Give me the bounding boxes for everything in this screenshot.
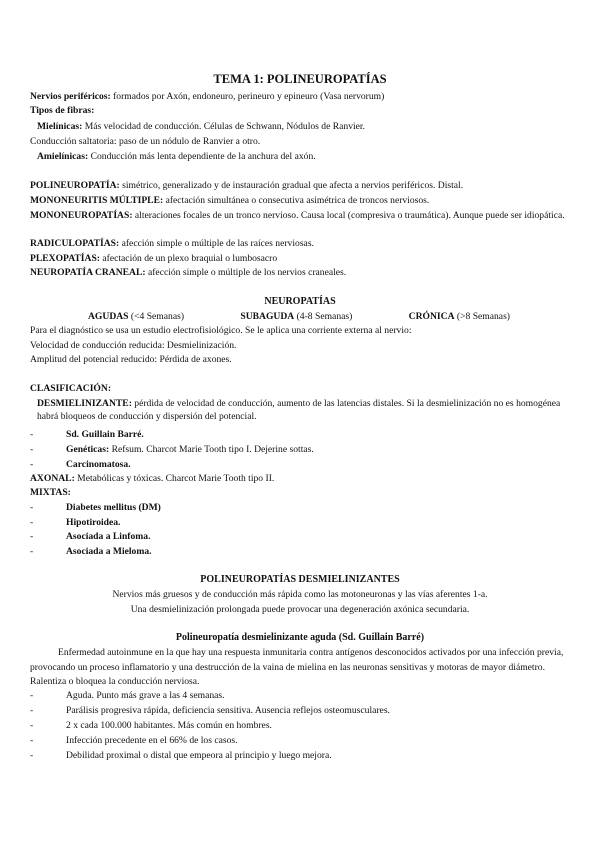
- agudas-text: (<4 Semanas): [128, 311, 185, 322]
- def-text: afectación de un plexo braquial o lumbosacro: [100, 253, 278, 264]
- dash: -: [30, 517, 34, 528]
- desmiel-label: DESMIELINIZANTE:: [37, 398, 132, 409]
- def-radiculopatias: [30, 237, 570, 250]
- def-term: MONONEUROPATÍAS:: [30, 210, 133, 221]
- geneticas-label: Genéticas:: [66, 444, 110, 455]
- amplitud-line: Amplitud del potencial reducido: Pérdida de axones.: [30, 354, 232, 365]
- def-term: POLINEUROPATÍA:: [30, 180, 120, 191]
- diagnostico-line: Para el diagnóstico se usa un estudio electrofisiológico. Se le aplica una corriente externa al nervio:: [30, 325, 412, 336]
- carcinomatosa-text: Carcinomatosa.: [66, 459, 131, 470]
- neuropatias-types-row: [30, 310, 570, 323]
- dash: -: [30, 690, 34, 701]
- clasificacion-heading: CLASIFICACIÓN:: [30, 383, 112, 394]
- def-term: PLEXOPATÍAS:: [30, 253, 101, 264]
- def-text: afección simple o múltiple de las raíces nerviosas.: [119, 238, 314, 249]
- geneticas-text: Refsum. Charcot Marie Tooth tipo I. Dejerine sottas.: [109, 444, 314, 455]
- mixtas-item: Diabetes mellitus (DM): [66, 502, 161, 513]
- subaguda-text: (4-8 Semanas): [294, 311, 353, 322]
- nervios-line: [30, 90, 570, 103]
- desmielinizantes-line-1: Nervios más gruesos y de conducción más rápida como las motoneuronas y las vías aferentes 1-a.: [112, 589, 488, 600]
- agudas-label: AGUDAS: [88, 311, 129, 322]
- subaguda-label: SUBAGUDA: [240, 311, 295, 322]
- desmielinizantes-heading: POLINEUROPATÍAS DESMIELINIZANTES: [200, 574, 400, 585]
- cronica-text: (>8 Semanas): [454, 311, 510, 322]
- mielinicas-line: [30, 120, 570, 133]
- velocidad-line: Velocidad de conducción reducida: Desmielinización.: [30, 340, 237, 351]
- list-item: [30, 443, 570, 456]
- mielinicas-text: Más velocidad de conducción. Células de Schwann, Nódulos de Ranvier.: [82, 121, 365, 132]
- mixtas-item: Asociada a Mieloma.: [66, 546, 152, 557]
- desmielinizantes-line-2: Una desmielinización prolongada puede provocar una degeneración axónica secundaria.: [130, 604, 470, 615]
- guillain-text: Sd. Guillain Barré.: [66, 429, 144, 440]
- axonal-text: Metabólicas y tóxicas. Charcot Marie Tooth tipo II.: [74, 473, 275, 484]
- def-neuropatia-craneal: [30, 266, 570, 279]
- dash: -: [30, 720, 34, 731]
- aguda-heading: Polineuropatía desmielinizante aguda (Sd. Guillain Barré): [175, 632, 425, 643]
- dash: -: [30, 429, 34, 440]
- list-item: [30, 689, 570, 702]
- list-item: [30, 749, 570, 762]
- aguda-item: 2 x cada 100.000 habitantes. Más común en hombres.: [66, 720, 272, 731]
- agudas-col: [88, 310, 184, 323]
- mixtas-heading: MIXTAS:: [30, 487, 71, 498]
- page-title: TEMA 1: POLINEUROPATÍAS: [213, 72, 387, 86]
- cronica-col: [409, 310, 510, 323]
- list-item: [30, 734, 570, 747]
- list-item: [30, 545, 570, 558]
- def-term: NEUROPATÍA CRANEAL:: [30, 267, 146, 278]
- aguda-item: Infección precedente en el 66% de los casos.: [66, 735, 238, 746]
- dash: -: [30, 459, 34, 470]
- list-item: [30, 719, 570, 732]
- dash: -: [30, 531, 34, 542]
- def-plexopatias: [30, 252, 570, 265]
- cronica-label: CRÓNICA: [408, 311, 455, 322]
- nervios-text: formados por Axón, endoneuro, perineuro y epineuro (Vasa nervorum): [110, 91, 385, 102]
- nervios-label: Nervios periféricos:: [30, 91, 111, 102]
- axonal-label: AXONAL:: [30, 473, 75, 484]
- dash: -: [30, 502, 34, 513]
- list-item: [30, 501, 570, 514]
- def-text: simétrico, generalizado y de instauración gradual que afecta a nervios periféricos. Distal.: [119, 180, 464, 191]
- dash: -: [30, 735, 34, 746]
- def-text: afección simple o múltiple de los nervios craneales.: [145, 267, 347, 278]
- aguda-item: Parálisis progresiva rápida, deficiencia sensitiva. Ausencia reflejos osteomusculares.: [66, 705, 390, 716]
- mixtas-item: Hipotiroidea.: [66, 517, 121, 528]
- list-item: [30, 530, 570, 543]
- def-polineuropatia: [30, 179, 570, 192]
- aguda-paragraph: Enfermedad autoinmune en la que hay una respuesta inmunitaria contra antígenos desconocidos activados por una infección previa, provocando un proceso inflamatorio y una destrucción de la vaina de mielina en las neuronas sensitivas y motoras de mayor diámetro. Ralentiza o bloquea la conducción nerviosa.: [30, 647, 564, 687]
- desmiel-text: pérdida de velocidad de conducción, aumento de las latencias distales. Si la desmielinización no es homogénea habrá bloqueos de conducción y dispersión del potencial.: [37, 398, 561, 422]
- tipos-heading: Tipos de fibras:: [30, 105, 95, 116]
- axonal-line: [30, 472, 570, 485]
- list-item: [30, 428, 570, 441]
- mielinicas-label: Mielínicas:: [37, 121, 83, 132]
- def-mononeuropatias: [30, 209, 570, 222]
- dash: -: [30, 546, 34, 557]
- amielinicas-text: Conducción más lenta dependiente de la anchura del axón.: [88, 151, 316, 162]
- saltatoria-line: Conducción saltatoria: paso de un nódulo de Ranvier a otro.: [30, 136, 261, 147]
- list-item: [30, 516, 570, 529]
- amielinicas-label: Amielínicas:: [37, 151, 89, 162]
- def-term: RADICULOPATÍAS:: [30, 238, 120, 249]
- def-text: alteraciones focales de un tronco nervioso. Causa local (compresiva o traumática). Aunque puede ser idiopática.: [132, 210, 565, 221]
- neuropatias-heading: NEUROPATÍAS: [264, 296, 336, 307]
- dash: -: [30, 444, 34, 455]
- dash: -: [30, 750, 34, 761]
- list-item: [30, 458, 570, 471]
- aguda-item: Aguda. Punto más grave a las 4 semanas.: [66, 690, 225, 701]
- def-text: afectación simultánea o consecutiva asimétrica de troncos nerviosos.: [163, 195, 430, 206]
- desmielinizante-line: [30, 397, 570, 423]
- subaguda-col: [240, 310, 352, 323]
- def-mononeuritis: [30, 194, 570, 207]
- dash: -: [30, 705, 34, 716]
- mixtas-item: Asociada a Linfoma.: [66, 531, 151, 542]
- def-term: MONONEURITIS MÚLTIPLE:: [30, 195, 164, 206]
- amielinicas-line: [30, 150, 570, 163]
- aguda-item: Debilidad proximal o distal que empeora al principio y luego mejora.: [66, 750, 332, 761]
- list-item: [30, 704, 570, 717]
